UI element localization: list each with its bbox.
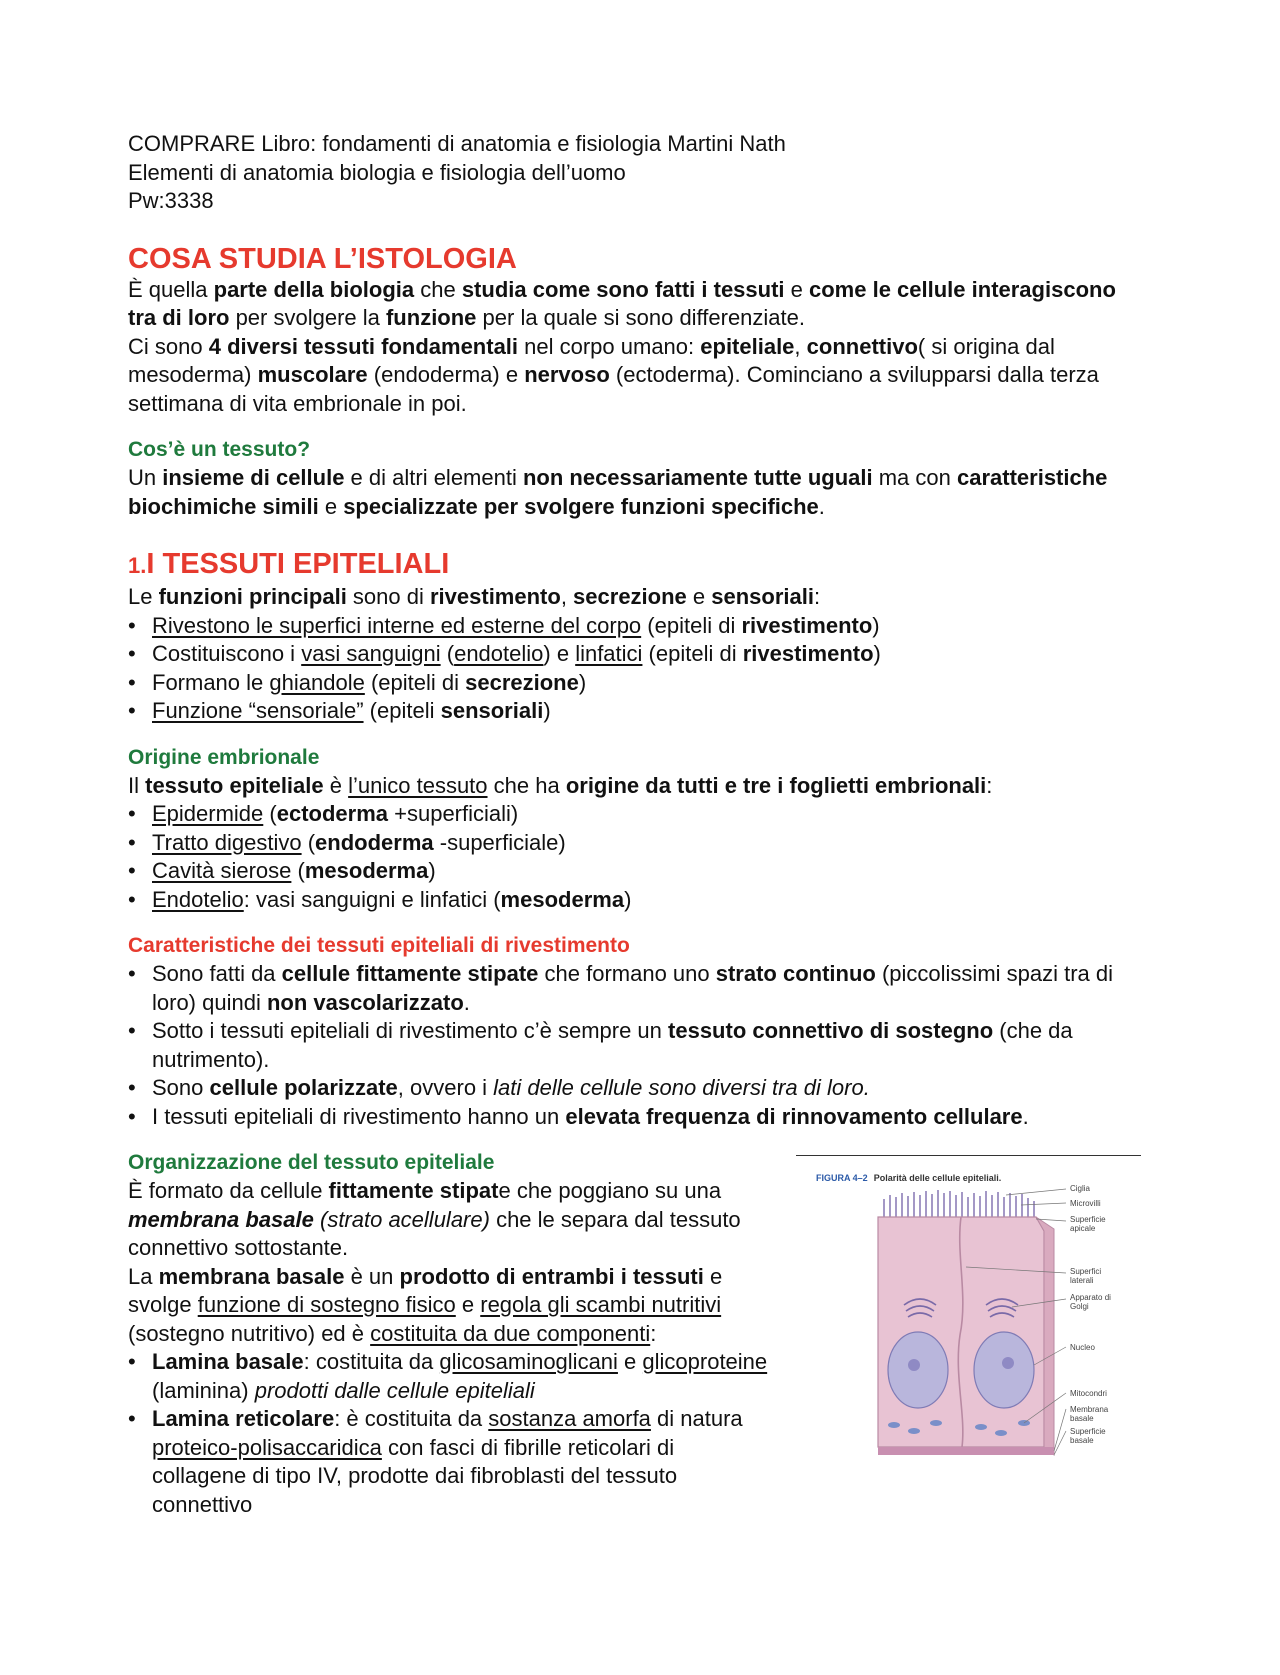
paragraph: Il tessuto epiteliale è l’unico tessuto che ha origine da tutti e tre i foglietti embrionali:: [128, 772, 993, 798]
paragraph: Ci sono 4 diversi tessuti fondamentali nel corpo umano: epiteliale, connettivo( si origina dal mesoderma) muscolare (endoderma) e nervoso (ectoderma). Cominciano a svilupparsi dalla terza settimana di vita embrionale in poi.: [128, 333, 1099, 416]
list-item: • Lamina basale: costituita da glicosaminoglicani e glicoproteine (laminina) prodotti dalle cellule epiteliali: [128, 1348, 768, 1405]
list-item: • Sono fatti da cellule fittamente stipate che formano uno strato continuo (piccolissimi spazi tra di loro) quindi non vascolarizzato.: [128, 960, 1140, 1017]
paragraph: È quella parte della biologia che studia come sono fatti i tessuti e come le cellule interagiscono tra di loro per svolgere la funzione per la quale si sono differenziate.: [128, 276, 1116, 330]
figure-label: Membrana basale: [1070, 1405, 1109, 1423]
list-item: • Cavità sierose (mesoderma): [128, 857, 1140, 886]
section-title-epiteliali: 1.I TESSUTI EPITELIALI: [128, 548, 450, 580]
list-item: • Epidermide (ectoderma +superficiali): [128, 800, 1140, 829]
list-item: • Sotto i tessuti epiteliali di rivestimento c’è sempre un tessuto connettivo di sostegno (che da nutrimento).: [128, 1017, 1140, 1074]
bullet-list: [128, 1348, 768, 1519]
paragraph: La membrana basale è un prodotto di entrambi i tessuti e svolge funzione di sostegno fisico e regola gli scambi nutritivi (sostegno nutritivo) ed è costituita da due componenti:: [128, 1263, 723, 1346]
figure-label: Mitocondri: [1070, 1389, 1107, 1398]
list-item: • Sono cellule polarizzate, ovvero i lati delle cellule sono diversi tra di loro.: [128, 1074, 1140, 1103]
subsection-title-origine: Origine embrionale: [128, 745, 320, 769]
list-item: • Funzione “sensoriale” (epiteli sensoriali): [128, 697, 1140, 726]
figure-label: Superficie apicale: [1070, 1215, 1106, 1233]
intro-block: [128, 130, 1140, 216]
figure-label: Ciglia: [1070, 1184, 1091, 1193]
epithelial-polarity-figure: [796, 1155, 1141, 1495]
list-item: • Formano le ghiandole (epiteli di secrezione): [128, 669, 1140, 698]
list-item: • Rivestono le superfici interne ed esterne del corpo (epiteli di rivestimento): [128, 612, 1140, 641]
bullet-list: [128, 960, 1140, 1131]
bullet-list: [128, 800, 1140, 914]
nucleus-left: [888, 1332, 948, 1408]
paragraph: È formato da cellule fittamente stipate che poggiano su una membrana basale (strato acellulare) che le separa dal tessuto connettivo sottostante.: [128, 1178, 741, 1260]
subsection-title-organizzazione: Organizzazione del tessuto epiteliale: [128, 1151, 495, 1174]
nucleus-right: [974, 1332, 1034, 1408]
list-item: • Endotelio: vasi sanguigni e linfatici (mesoderma): [128, 886, 1140, 915]
subsection-title-tessuto: Cos’è un tessuto?: [128, 438, 311, 461]
bullet-list: [128, 612, 1140, 726]
list-item: • Lamina reticolare: è costituita da sostanza amorfa di natura proteico-polisaccaridica con fasci di fibrille reticolari di collagene di tipo IV, prodotte dai fibroblasti del tessuto connettivo: [128, 1405, 768, 1519]
nucleolus-right: [1002, 1357, 1014, 1369]
intro-line: COMPRARE Libro: fondamenti di anatomia e fisiologia Martini Nath: [128, 131, 786, 156]
intro-line: Elementi di anatomia biologia e fisiologia dell’uomo: [128, 159, 626, 185]
intro-line: Pw:3338: [128, 188, 214, 213]
figure-label: Microvilli: [1070, 1199, 1101, 1208]
list-item: • I tessuti epiteliali di rivestimento hanno un elevata frequenza di rinnovamento cellulare.: [128, 1103, 1140, 1132]
paragraph: Un insieme di cellule e di altri elementi non necessariamente tutte uguali ma con caratteristiche biochimiche simili e specializzate per svolgere funzioni specifiche.: [128, 465, 1108, 519]
figure-caption: FIGURA 4–2 Polarità delle cellule epiteliali.: [816, 1173, 1002, 1183]
organizzazione-section: [128, 1149, 1140, 1519]
figure-label: Apparato di Golgi: [1070, 1293, 1111, 1311]
figure-label: Superficie basale: [1070, 1427, 1106, 1445]
section-title-istologia: COSA STUDIA L’ISTOLOGIA: [128, 242, 517, 275]
subsection-title-caratteristiche: Caratteristiche dei tessuti epiteliali di rivestimento: [128, 934, 630, 957]
list-item: • Costituiscono i vasi sanguigni (endotelio) e linfatici (epiteli di rivestimento): [128, 640, 1140, 669]
list-item: • Tratto digestivo (endoderma -superficiale): [128, 829, 1140, 858]
figure-label: Nucleo: [1070, 1343, 1095, 1352]
nucleolus-left: [908, 1359, 920, 1371]
paragraph: Le funzioni principali sono di rivestimento, secrezione e sensoriali:: [128, 584, 821, 609]
microvilli-drawing: [884, 1190, 1034, 1217]
basement-membrane: [878, 1447, 1054, 1455]
figure-label: Superfici laterali: [1070, 1267, 1102, 1285]
